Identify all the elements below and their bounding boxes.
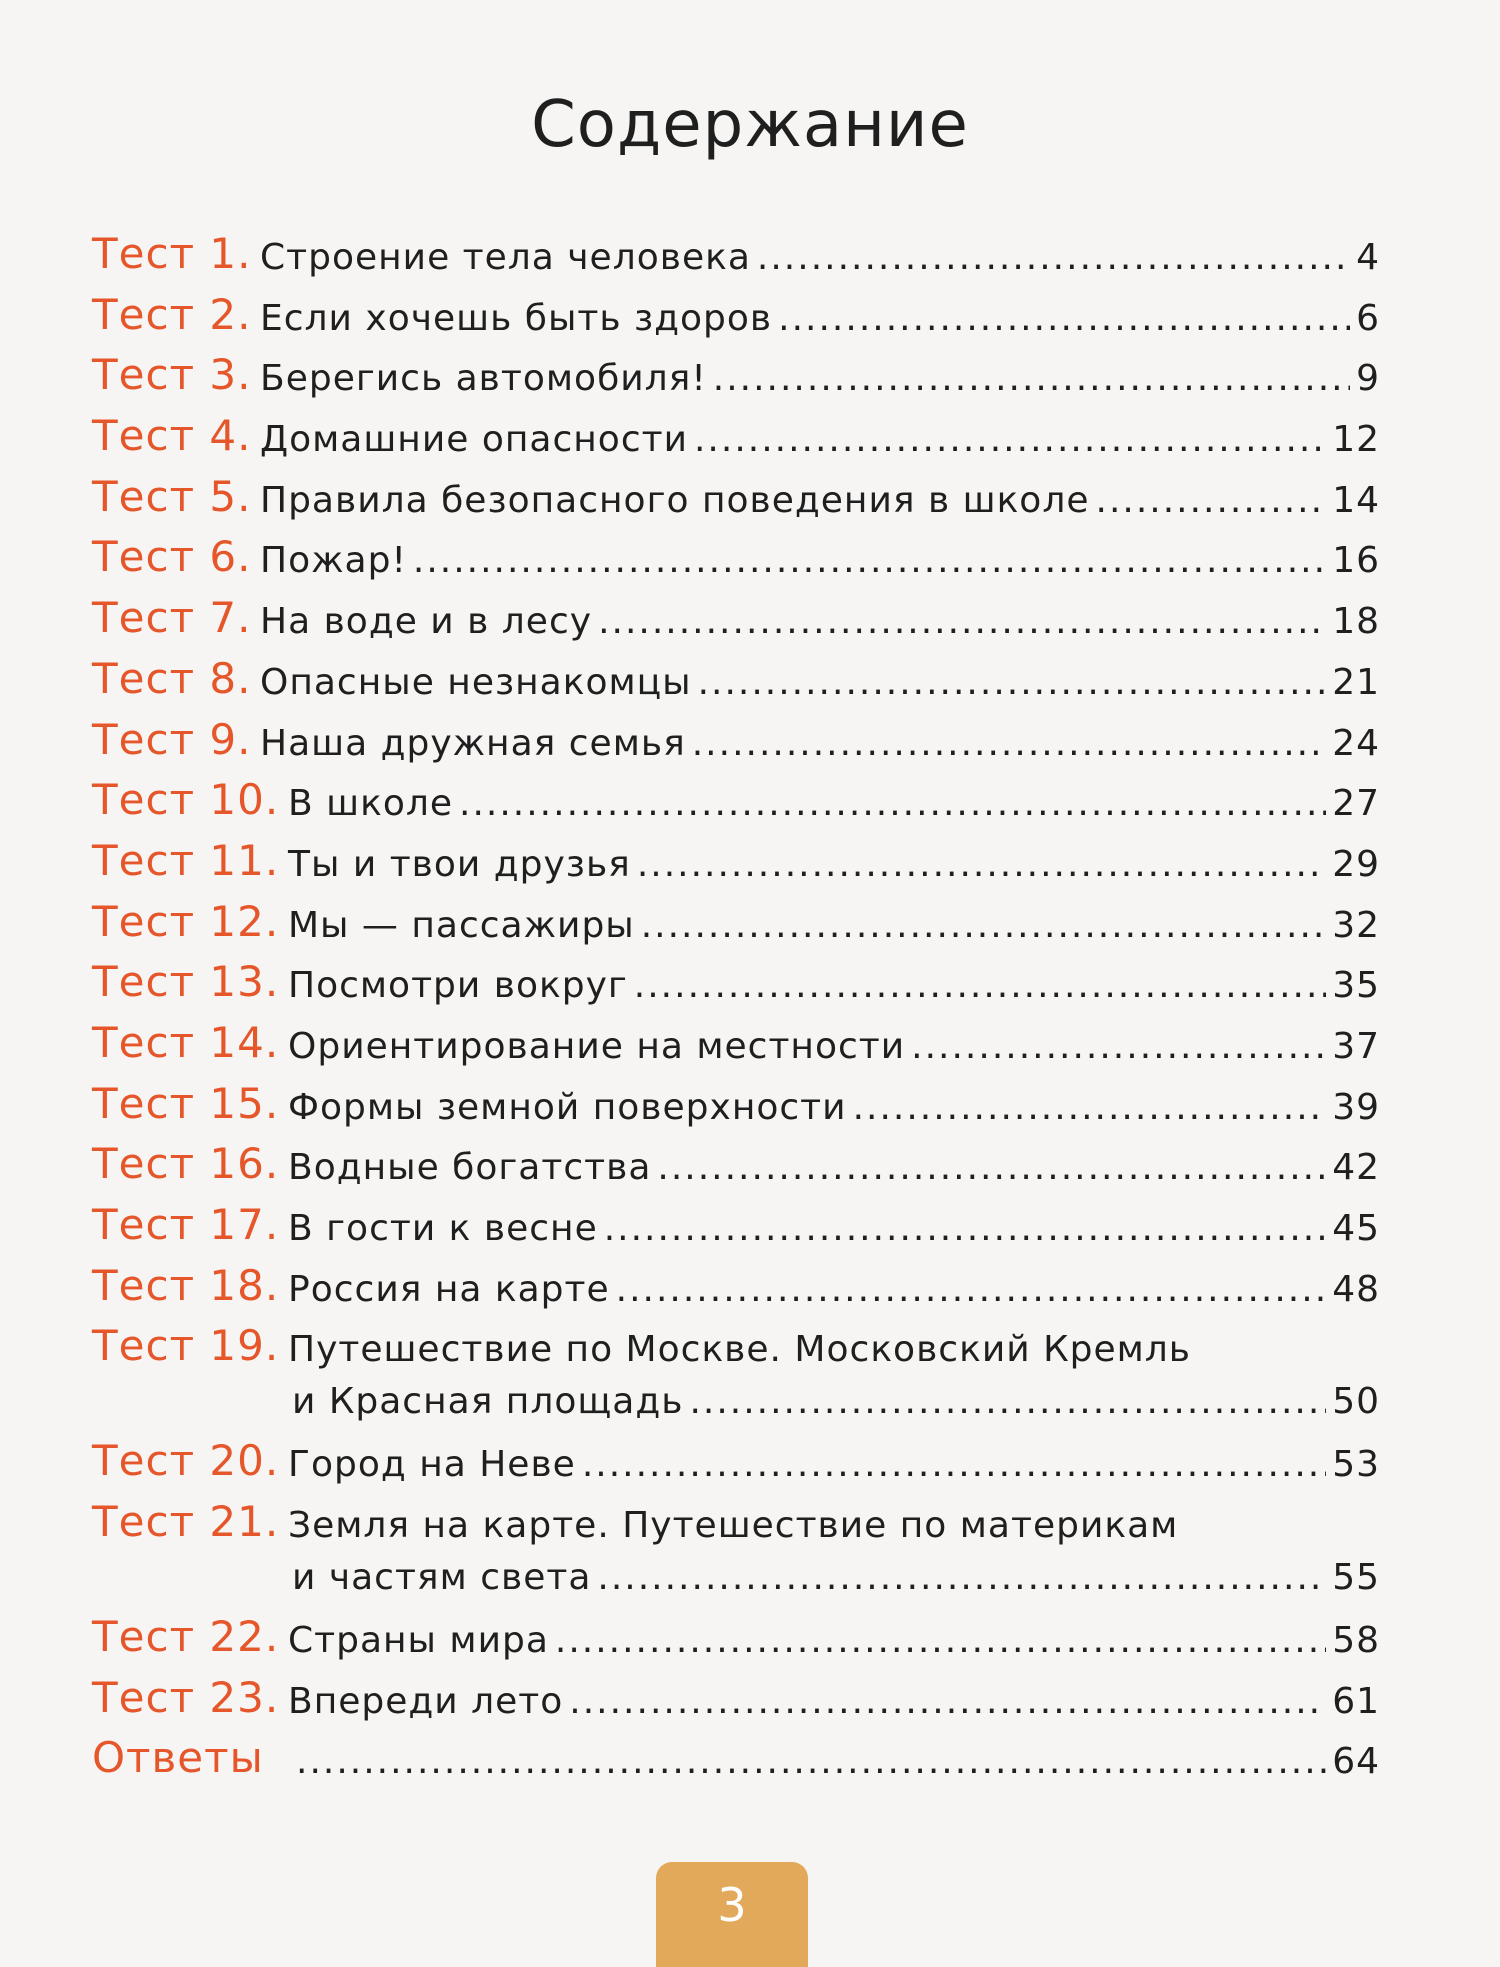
dot-leader bbox=[459, 778, 1326, 830]
toc-entry[interactable] bbox=[80, 1199, 1380, 1260]
toc-entry-page-number: 45 bbox=[1332, 1208, 1380, 1249]
toc-entry-label: Тест 13. bbox=[92, 957, 280, 1007]
toc-entry[interactable] bbox=[80, 1078, 1380, 1139]
toc-entry-page-number: 37 bbox=[1332, 1025, 1380, 1067]
toc-entry[interactable] bbox=[80, 592, 1380, 653]
toc-entry-title: На воде и в лесу bbox=[260, 601, 593, 643]
toc-entry-title: Ты и твои друзья bbox=[288, 843, 631, 885]
toc-entry-title-block bbox=[288, 1676, 1380, 1728]
dot-leader bbox=[713, 353, 1350, 405]
toc-entry-title-block bbox=[288, 900, 1380, 952]
toc-entry-line bbox=[260, 596, 1380, 648]
toc-entry-line bbox=[260, 353, 1380, 405]
toc-entry-page-number: 4 bbox=[1356, 237, 1380, 278]
toc-entry-label: Тест 19. bbox=[92, 1321, 280, 1371]
toc-entry-label: Тест 18. bbox=[92, 1260, 280, 1310]
page-title: Содержание bbox=[531, 88, 969, 162]
dot-leader bbox=[569, 1676, 1326, 1728]
toc-entry-label: Тест 3. bbox=[92, 350, 252, 400]
dot-leader bbox=[582, 1439, 1326, 1491]
toc-entry[interactable] bbox=[80, 1320, 1380, 1435]
toc-entry-title-block bbox=[260, 718, 1380, 770]
toc-entry-label: Тест 23. bbox=[92, 1672, 280, 1722]
toc-entry[interactable] bbox=[80, 1611, 1380, 1672]
toc-entry-title-block bbox=[288, 778, 1380, 830]
toc-entry[interactable] bbox=[80, 896, 1380, 957]
toc-entry[interactable] bbox=[80, 653, 1380, 714]
toc-entry-page-number: 18 bbox=[1332, 601, 1380, 643]
toc-entry-page-number: 16 bbox=[1332, 540, 1380, 582]
toc-entry-label: Тест 9. bbox=[92, 714, 252, 764]
toc-entry[interactable] bbox=[80, 774, 1380, 835]
toc-entry-title-block bbox=[288, 1324, 1380, 1428]
toc-entry-line bbox=[288, 1552, 1380, 1604]
toc-entry-page-number: 32 bbox=[1332, 904, 1380, 946]
toc-entry[interactable] bbox=[80, 714, 1380, 775]
table-of-contents bbox=[80, 228, 1380, 1793]
toc-entry-title-block bbox=[260, 475, 1380, 527]
toc-entry-title-block bbox=[260, 414, 1380, 466]
toc-entry-line bbox=[290, 1736, 1380, 1788]
toc-entry-line bbox=[260, 293, 1380, 345]
toc-entry-label: Тест 2. bbox=[92, 289, 252, 339]
toc-entry[interactable] bbox=[80, 1672, 1380, 1733]
toc-entry-title-block bbox=[290, 1736, 1380, 1788]
dot-leader bbox=[555, 1615, 1326, 1667]
toc-entry-title-block bbox=[288, 1500, 1380, 1604]
toc-entry-title-block bbox=[288, 839, 1380, 891]
toc-entry-line bbox=[288, 1439, 1380, 1491]
dot-leader bbox=[413, 535, 1326, 587]
toc-entry-page-number: 35 bbox=[1332, 965, 1380, 1007]
toc-entry-title: Наша дружная семья bbox=[260, 722, 686, 764]
toc-entry-title-block bbox=[260, 657, 1380, 709]
toc-entry-title-block bbox=[288, 1021, 1380, 1073]
toc-entry-line bbox=[288, 1142, 1380, 1194]
dot-leader bbox=[637, 839, 1326, 891]
toc-entry-title: В школе bbox=[288, 783, 454, 825]
toc-entry-title: и частям света bbox=[292, 1557, 592, 1599]
toc-entry-label: Тест 15. bbox=[92, 1078, 280, 1128]
toc-entry[interactable] bbox=[80, 289, 1380, 350]
toc-entry-title: В гости к весне bbox=[288, 1208, 598, 1249]
toc-entry-page-number: 53 bbox=[1332, 1444, 1380, 1486]
toc-entry-line bbox=[288, 960, 1380, 1012]
toc-entry-title-block bbox=[260, 232, 1380, 284]
dot-leader bbox=[296, 1736, 1326, 1788]
toc-entry-title-block bbox=[288, 1082, 1380, 1134]
dot-leader bbox=[853, 1082, 1327, 1134]
toc-entry-page-number: 9 bbox=[1356, 358, 1380, 400]
toc-entry-label: Тест 8. bbox=[92, 653, 252, 703]
toc-entry-label: Тест 10. bbox=[92, 775, 280, 825]
toc-entry-title: Мы — пассажиры bbox=[288, 904, 635, 946]
toc-entry-line bbox=[288, 1615, 1380, 1667]
dot-leader bbox=[692, 718, 1326, 770]
dot-leader bbox=[698, 657, 1327, 709]
toc-entry-page-number: 50 bbox=[1332, 1381, 1380, 1423]
toc-entry-label: Тест 4. bbox=[92, 411, 252, 461]
toc-entry-page-number: 29 bbox=[1332, 843, 1380, 885]
toc-entry[interactable] bbox=[80, 1138, 1380, 1199]
toc-entry-label: Тест 1. bbox=[92, 229, 252, 278]
dot-leader bbox=[689, 1376, 1326, 1428]
toc-entry-line bbox=[288, 1021, 1380, 1073]
dot-leader bbox=[694, 414, 1326, 466]
toc-entry-label: Тест 6. bbox=[92, 532, 252, 582]
toc-entry-page-number: 64 bbox=[1332, 1741, 1380, 1783]
toc-entry-title: Водные богатства bbox=[288, 1147, 652, 1189]
toc-entry-title: Опасные незнакомцы bbox=[260, 661, 692, 703]
toc-entry-title: Домашние опасности bbox=[260, 419, 688, 461]
toc-entry[interactable] bbox=[80, 956, 1380, 1017]
toc-entry-page-number: 48 bbox=[1332, 1268, 1380, 1310]
toc-entry-line bbox=[260, 535, 1380, 587]
toc-entry-label: Тест 14. bbox=[92, 1017, 280, 1067]
toc-entry-title-block bbox=[260, 353, 1380, 405]
toc-entry-page-number: 6 bbox=[1356, 297, 1380, 339]
dot-leader bbox=[641, 900, 1326, 952]
toc-entry-page-number: 14 bbox=[1332, 479, 1380, 521]
toc-entry-title-block bbox=[288, 960, 1380, 1012]
toc-entry-label: Тест 20. bbox=[92, 1436, 280, 1486]
dot-leader bbox=[598, 596, 1326, 648]
toc-entry-title-block bbox=[288, 1264, 1380, 1316]
toc-entry-line bbox=[288, 1203, 1380, 1255]
toc-entry-label: Тест 11. bbox=[92, 835, 280, 885]
toc-entry-line bbox=[288, 1264, 1380, 1316]
toc-entry-label: Тест 12. bbox=[92, 896, 280, 946]
toc-entry-page-number: 39 bbox=[1332, 1086, 1380, 1128]
toc-entry-page-number: 27 bbox=[1332, 783, 1380, 825]
dot-leader bbox=[597, 1552, 1326, 1604]
toc-entry-title: Страны мира bbox=[288, 1620, 549, 1662]
toc-entry-title: Россия на карте bbox=[288, 1268, 610, 1310]
toc-entry-title: Если хочешь быть здоров bbox=[260, 297, 773, 339]
toc-entry-answers[interactable] bbox=[80, 1732, 1380, 1793]
toc-entry-page-number: 61 bbox=[1332, 1680, 1380, 1722]
toc-entry-title-block bbox=[288, 1439, 1380, 1491]
toc-entry-line bbox=[260, 475, 1380, 527]
toc-entry[interactable] bbox=[80, 228, 1380, 289]
dot-leader bbox=[616, 1264, 1327, 1316]
toc-entry-title: Впереди лето bbox=[288, 1680, 564, 1722]
toc-entry-line bbox=[288, 839, 1380, 891]
toc-entry-page-number: 12 bbox=[1332, 419, 1380, 461]
toc-entry-label: Тест 7. bbox=[92, 593, 252, 643]
toc-entry-title: Земля на карте. Путешествие по материкам bbox=[288, 1505, 1179, 1547]
toc-entry-title-block bbox=[288, 1615, 1380, 1667]
dot-leader bbox=[634, 960, 1326, 1012]
toc-entry[interactable] bbox=[80, 410, 1380, 471]
toc-entry-title: Ориентирование на местности bbox=[288, 1025, 906, 1067]
toc-entry[interactable] bbox=[80, 1017, 1380, 1078]
toc-entry[interactable] bbox=[80, 835, 1380, 896]
toc-entry-line bbox=[288, 1376, 1380, 1428]
toc-entry-line bbox=[260, 657, 1380, 709]
toc-entry-title-block bbox=[288, 1203, 1380, 1255]
toc-entry-title-block bbox=[288, 1142, 1380, 1194]
toc-entry-title: Путешествие по Москве. Московский Кремль bbox=[288, 1329, 1192, 1371]
toc-entry-title: Посмотри вокруг bbox=[288, 965, 628, 1007]
dot-leader bbox=[778, 293, 1350, 345]
dot-leader bbox=[911, 1021, 1326, 1073]
page-number-badge: 3 bbox=[656, 1862, 808, 1967]
dot-leader bbox=[1096, 475, 1327, 527]
toc-entry[interactable] bbox=[80, 349, 1380, 410]
toc-entry-line bbox=[260, 414, 1380, 466]
toc-entry-title-block bbox=[260, 293, 1380, 345]
toc-entry-label: Ответы bbox=[92, 1733, 264, 1783]
toc-entry-title-block bbox=[260, 596, 1380, 648]
toc-entry[interactable] bbox=[80, 1496, 1380, 1611]
toc-entry-page-number: 58 bbox=[1332, 1620, 1380, 1662]
dot-leader bbox=[604, 1203, 1326, 1255]
toc-entry-title: и Красная площадь bbox=[292, 1381, 684, 1423]
dot-leader bbox=[757, 232, 1350, 284]
toc-entry-line bbox=[260, 718, 1380, 770]
toc-entry-title: Формы земной поверхности bbox=[288, 1086, 847, 1128]
toc-entry-line bbox=[260, 232, 1380, 284]
toc-entry-title: Пожар! bbox=[260, 540, 407, 582]
toc-entry-label: Тест 22. bbox=[92, 1612, 280, 1662]
toc-entry[interactable] bbox=[80, 1260, 1380, 1321]
toc-entry-label: Тест 16. bbox=[92, 1139, 280, 1189]
toc-entry-line bbox=[288, 778, 1380, 830]
toc-entry[interactable] bbox=[80, 471, 1380, 532]
toc-entry-title-block bbox=[260, 535, 1380, 587]
toc-entry-page-number: 55 bbox=[1332, 1557, 1380, 1599]
toc-entry-line bbox=[288, 1082, 1380, 1134]
toc-entry-line bbox=[288, 1676, 1380, 1728]
dot-leader bbox=[657, 1142, 1326, 1194]
toc-entry-title: Берегись автомобиля! bbox=[260, 358, 707, 400]
toc-entry-title: Город на Неве bbox=[288, 1444, 576, 1486]
toc-entry-page-number: 24 bbox=[1332, 722, 1380, 764]
toc-entry-page-number: 21 bbox=[1332, 661, 1380, 703]
toc-entry-line bbox=[288, 900, 1380, 952]
toc-entry-title: Правила безопасного поведения в школе bbox=[260, 479, 1090, 521]
toc-entry[interactable] bbox=[80, 1435, 1380, 1496]
toc-entry-label: Тест 17. bbox=[92, 1200, 280, 1249]
toc-entry-title: Строение тела человека bbox=[260, 237, 751, 278]
toc-entry-label: Тест 5. bbox=[92, 471, 252, 521]
toc-entry[interactable] bbox=[80, 531, 1380, 592]
toc-entry-label: Тест 21. bbox=[92, 1497, 280, 1547]
toc-entry-page-number: 42 bbox=[1332, 1147, 1380, 1189]
